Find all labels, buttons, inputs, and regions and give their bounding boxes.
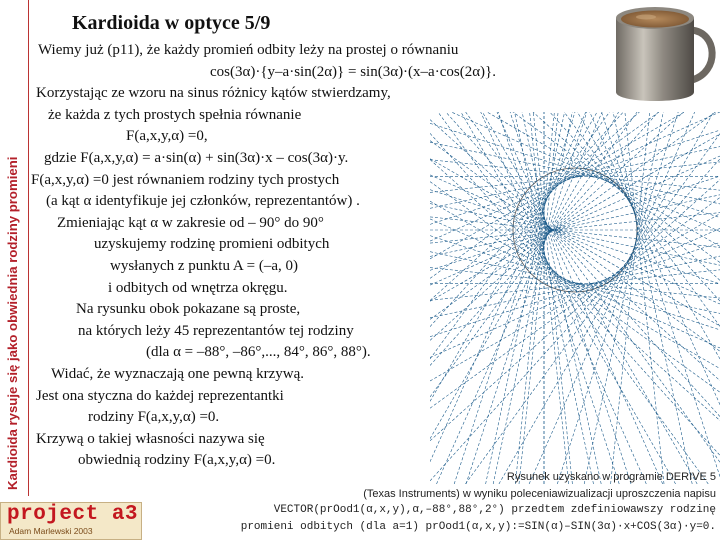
- caption-line: Rysunek uzyskano w programie DERIVE 5: [506, 471, 716, 483]
- logo-title: project a3: [7, 503, 139, 526]
- reflected-ray-line: [430, 130, 720, 224]
- reflected-ray-line: [430, 198, 720, 409]
- reflected-ray-line: [533, 112, 572, 484]
- reflected-ray-line: [602, 112, 720, 477]
- reflected-rays-figure: [430, 112, 720, 484]
- text-line: (dla α = –88°, –86°,..., 84°, 86°, 88°).: [146, 344, 371, 361]
- text-line: F(a,x,y,α) =0,: [126, 128, 208, 145]
- text-line: cos(3α)·{y–a·sin(2α)} = sin(3α)·(x–a·cos(2α)}.: [210, 63, 496, 80]
- reflected-ray-line: [430, 120, 720, 381]
- text-line: Widać, że wyznaczają one pewną krzywą.: [51, 366, 305, 382]
- reflected-ray-line: [430, 112, 684, 340]
- reflected-ray-line: [611, 112, 650, 484]
- text-line: rodziny F(a,x,y,α) =0.: [88, 409, 220, 426]
- reflected-ray-line: [515, 112, 554, 484]
- text-line: Jest ona styczna do każdej reprezentantki: [36, 387, 284, 404]
- reflected-ray-line: [584, 112, 663, 484]
- text-line: uzyskujemy rodzinę promieni odbitych: [94, 236, 330, 253]
- reflected-ray-line: [430, 159, 720, 481]
- text-line: Korzystając ze wzoru na sinus różnicy kątów stwierdzamy,: [36, 85, 391, 102]
- reflected-ray-line: [625, 112, 664, 484]
- text-line: Na rysunku obok pokazane są proste,: [76, 301, 301, 318]
- figure-caption: [241, 469, 716, 535]
- reflected-ray-line: [430, 112, 623, 327]
- text-line: Krzywą o takiej własności nazywa się: [36, 430, 265, 447]
- reflected-ray-line: [430, 242, 720, 336]
- text-line: że każda z tych prostych spełnia równanie: [48, 106, 302, 123]
- reflected-ray-line: [465, 134, 720, 484]
- reflected-ray-line: [430, 133, 720, 455]
- text-line: F(a,x,y,α) =0 jest równaniem rodziny tych prostych: [31, 171, 340, 188]
- reflected-ray-line: [466, 112, 587, 484]
- reflected-ray-line: [430, 112, 597, 401]
- reflected-ray-line: [430, 180, 720, 441]
- reflected-ray-line: [430, 112, 637, 397]
- text-line: gdzie F(a,x,y,α) = a·sin(α) + sin(3α)·x – cos(3α)·y.: [44, 150, 349, 166]
- logo-author: Adam Marlewski 2003: [9, 526, 93, 536]
- text-line: i odbitych od wnętrza okręgu.: [108, 279, 288, 296]
- sidebar-caption: Kardioida rysuje się jako obwiednia rodziny promieni: [5, 156, 20, 490]
- reflected-ray-line: [461, 112, 676, 484]
- caption-line: (Texas Instruments) w wyniku poleceniawizualizacji uproszczenia napisu: [363, 487, 716, 500]
- text-line: Zmieniając kąt α w zakresie od – 90° do 90°: [57, 214, 324, 231]
- reflected-ray-line: [613, 112, 692, 484]
- slide-title: Kardioida w optyce 5/9: [72, 12, 271, 34]
- reflected-ray-line: [430, 268, 720, 299]
- tea-mug-image: [596, 0, 720, 108]
- caption-command: VECTOR(prOod1(α,x,y),α,–88°,88°,2°) przedtem zdefiniowawszy rodzinę: [273, 504, 716, 516]
- reflected-ray-line: [590, 112, 720, 405]
- reflected-ray-line: [430, 123, 720, 217]
- reflected-ray-line: [430, 228, 720, 357]
- caption-definition: promieni odbitych (dla a=1) prOod1(α,x,y):=SIN(α)–SIN(3α)·x+COS(3α)·y=0.: [240, 520, 716, 533]
- reflected-ray-line: [430, 270, 720, 301]
- reflected-ray-line: [430, 214, 720, 381]
- text-line: (a kąt α identyfikuje jej członków, reprezentantów) .: [46, 193, 360, 210]
- text-line: na których leży 45 reprezentantów tej rodziny: [78, 322, 354, 339]
- text-line: wysłanych z punktu A = (–a, 0): [110, 258, 299, 274]
- reflected-ray-line: [499, 112, 714, 484]
- text-line: Wiemy już (p11), że każdy promień odbity leży na prostej o równaniu: [38, 42, 459, 58]
- project-logo: [0, 502, 142, 540]
- sidebar-strip: [0, 0, 29, 496]
- reflected-ray-line: [577, 112, 720, 359]
- text-line: obwiednią rodziny F(a,x,y,α) =0.: [78, 452, 276, 469]
